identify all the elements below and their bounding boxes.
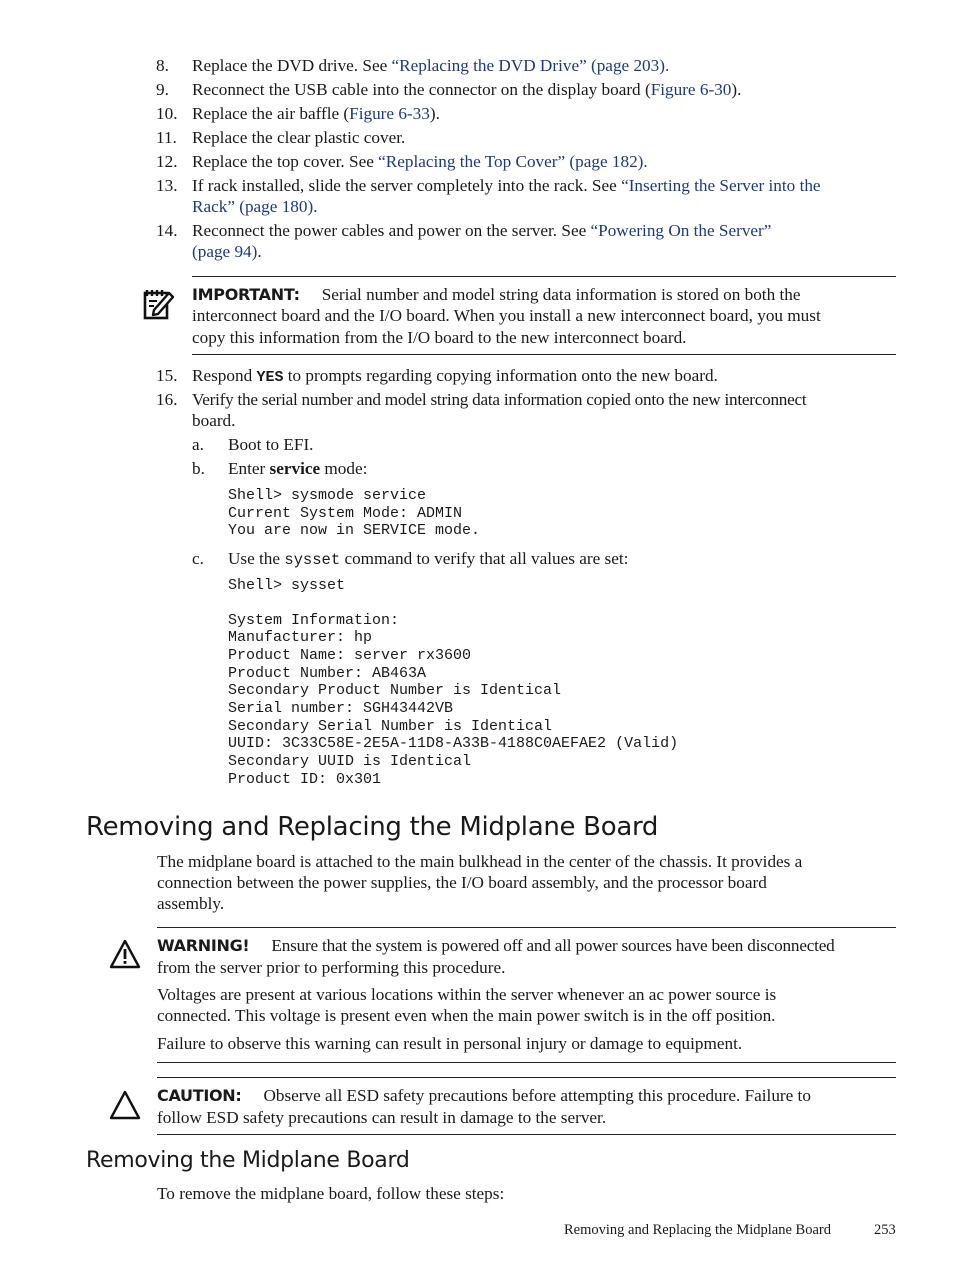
subsection-intro: To remove the midplane board, follow these steps: <box>157 1184 505 1203</box>
code-line: System Information: <box>228 612 400 629</box>
caution-triangle-icon <box>109 1090 141 1120</box>
warning-label: WARNING! <box>157 936 250 955</box>
warning-top-rule <box>157 927 896 928</box>
code-line: You are now in SERVICE mode. <box>228 522 481 539</box>
code-line: Product ID: 0x301 <box>228 771 382 788</box>
important-line-2: interconnect board and the I/O board. When you install a new interconnect board, you must <box>192 306 821 325</box>
important-line-3: copy this information from the I/O board to the new interconnect board. <box>192 328 687 347</box>
step-text-line-2: board. <box>192 411 236 430</box>
inline-code: YES <box>256 369 284 386</box>
substep-text-pre: Use the <box>228 549 285 568</box>
warning-text: Ensure that the system is powered off and all power sources have been disconnected <box>271 936 835 955</box>
code-line: Serial number: SGH43442VB <box>228 700 454 717</box>
substep-text <box>228 459 367 479</box>
footer-title: Removing and Replacing the Midplane Board <box>564 1222 831 1238</box>
step-text-line-1 <box>192 221 771 241</box>
code-line: Secondary UUID is Identical <box>228 753 472 770</box>
bold-term: service <box>269 459 321 478</box>
warning-line-1 <box>157 936 835 956</box>
code-line: Product Name: server rx3600 <box>228 647 472 664</box>
code-line: Current System Mode: ADMIN <box>228 505 463 522</box>
page-number: 253 <box>874 1222 896 1238</box>
step-text-line-1 <box>192 176 821 196</box>
substep-letter: b. <box>192 459 205 478</box>
caution-label: CAUTION: <box>157 1086 242 1105</box>
step-number: 10. <box>156 104 178 123</box>
warning-line-5: Failure to observe this warning can result in personal injury or damage to equipment. <box>157 1034 743 1053</box>
warning-line-2: from the server prior to performing this procedure. <box>157 958 506 977</box>
step-text <box>192 152 648 172</box>
step-text <box>192 366 718 386</box>
step-text-line-2 <box>192 242 262 262</box>
notepad-pencil-icon <box>141 287 177 321</box>
caution-top-rule <box>157 1077 896 1078</box>
substep-text-post: mode: <box>320 459 368 478</box>
caution-bottom-rule <box>157 1134 896 1135</box>
code-line: Secondary Product Number is Identical <box>228 682 562 699</box>
substep-letter: c. <box>192 549 204 568</box>
cross-reference-link[interactable]: “Replacing the Top Cover” (page 182). <box>378 152 648 171</box>
important-line-1 <box>192 285 800 305</box>
substep-text-pre: Enter <box>228 459 270 478</box>
step-number: 12. <box>156 152 178 171</box>
step-text-post: to prompts regarding copying information onto the new board. <box>283 366 718 385</box>
cross-reference-link[interactable]: “Powering On the Server” <box>590 221 772 240</box>
step-text-line-1: Verify the serial number and model string data information copied onto the new interconnect <box>192 390 807 409</box>
caution-text: Observe all ESD safety precautions before attempting this procedure. Failure to <box>263 1086 811 1105</box>
step-text <box>192 80 741 100</box>
step-text: Replace the clear plastic cover. <box>192 128 406 147</box>
intro-line: The midplane board is attached to the main bulkhead in the center of the chassis. It provides a <box>157 852 803 871</box>
subsection-title: Removing the Midplane Board <box>86 1148 410 1173</box>
important-top-rule <box>192 276 896 277</box>
section-title: Removing and Replacing the Midplane Board <box>86 812 659 842</box>
substep-text-post: command to verify that all values are set: <box>340 549 629 568</box>
code-line: UUID: 3C33C58E-2E5A-11D8-A33B-4188C0AEFAE2 (Valid) <box>228 735 679 752</box>
step-text <box>192 56 669 76</box>
step-text-post: ). <box>429 104 440 123</box>
step-number: 11. <box>156 128 177 147</box>
step-number: 13. <box>156 176 178 195</box>
step-number: 9. <box>156 80 169 99</box>
substep-text: Boot to EFI. <box>228 435 314 454</box>
intro-line: assembly. <box>157 894 225 913</box>
cross-reference-link[interactable]: “Inserting the Server into the <box>621 176 821 195</box>
code-line: Shell> sysmode service <box>228 487 427 504</box>
figure-link[interactable]: Figure 6-33 <box>349 104 430 123</box>
step-text-pre: Replace the DVD drive. See <box>192 56 392 75</box>
step-text <box>192 104 440 124</box>
caution-line-2: follow ESD safety precautions can result in damage to the server. <box>157 1108 607 1127</box>
figure-link[interactable]: Figure 6-30 <box>650 80 732 99</box>
caution-line-1 <box>157 1086 811 1106</box>
step-text-post: ). <box>731 80 742 99</box>
code-line: Shell> sysset <box>228 577 346 594</box>
step-number: 15. <box>156 366 178 385</box>
warning-triangle-icon <box>109 939 141 969</box>
step-text-pre: Respond <box>192 366 257 385</box>
step-number: 14. <box>156 221 178 240</box>
step-number: 8. <box>156 56 169 75</box>
step-text-pre: Reconnect the USB cable into the connector on the display board ( <box>192 80 651 99</box>
cross-reference-link-continued[interactable]: (page 94) <box>192 242 258 261</box>
important-label: IMPORTANT: <box>192 285 300 304</box>
step-number: 16. <box>156 390 178 409</box>
step-text-post: . <box>257 242 262 261</box>
code-line: Product Number: AB463A <box>228 665 427 682</box>
cross-reference-link-continued[interactable]: Rack” (page 180). <box>192 197 318 216</box>
step-text-pre: Replace the air baffle ( <box>192 104 350 123</box>
warning-bottom-rule <box>157 1062 896 1063</box>
warning-line-3: Voltages are present at various locations within the server whenever an ac power source is <box>157 985 777 1004</box>
step-text-pre: Reconnect the power cables and power on the server. See <box>192 221 591 240</box>
code-line: Secondary Serial Number is Identical <box>228 718 553 735</box>
step-text-pre: If rack installed, slide the server completely into the rack. See <box>192 176 622 195</box>
inline-code: sysset <box>284 551 341 569</box>
warning-line-4: connected. This voltage is present even when the main power switch is in the off position. <box>157 1006 776 1025</box>
substep-text <box>228 549 628 569</box>
step-text-pre: Replace the top cover. See <box>192 152 379 171</box>
important-text: Serial number and model string data information is stored on both the <box>321 285 801 304</box>
cross-reference-link[interactable]: “Replacing the DVD Drive” (page 203). <box>391 56 670 75</box>
intro-line: connection between the power supplies, the I/O board assembly, and the processor board <box>157 873 767 892</box>
code-line: Manufacturer: hp <box>228 629 373 646</box>
substep-letter: a. <box>192 435 204 454</box>
important-bottom-rule <box>192 354 896 355</box>
